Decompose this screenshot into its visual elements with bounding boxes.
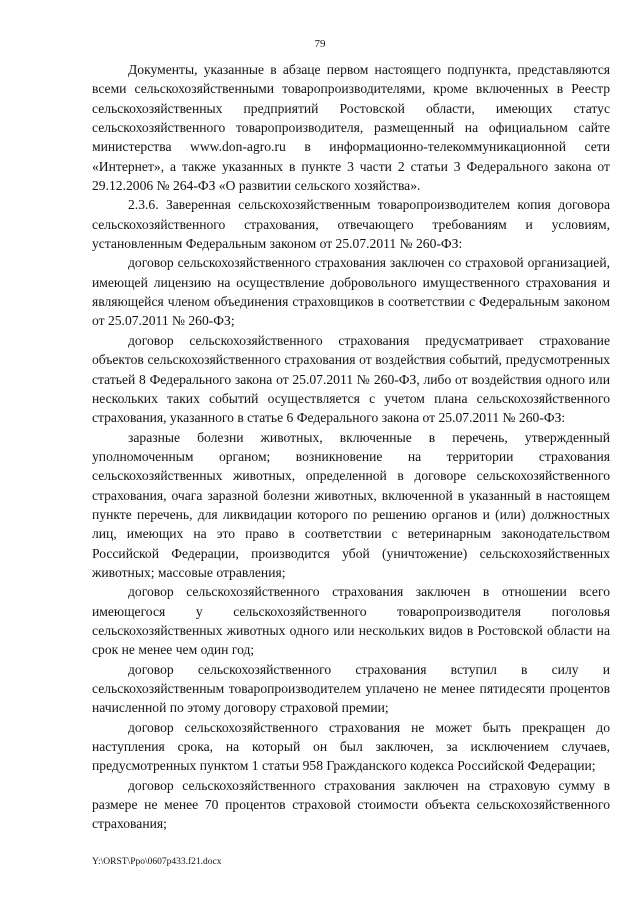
- document-body: [92, 60, 610, 834]
- paragraph-premium-paid: договор сельскохозяйственного страхования вступил в силу и сельскохозяйственным товаропроизводителем уплачено не менее пятидесяти процентов начисленной по этому договору страховой премии;: [92, 661, 610, 716]
- paragraph-documents-submission: Документы, указанные в абзаце первом настоящего подпункта, представляются всеми сельскохозяйственными товаропроизводителями, кроме включенных в Реестр сельскохозяйственных предприятий Ростовской области, имеющих статус сельскохозяйственного товаропроизводителя, размещенный на официальном сайте министерства www.don-agro.ru в информационно-телекоммуникационной сети «Интернет», а также указанных в пункте 3 части 2 статьи 3 Федерального закона от 29.12.2006 № 264-ФЗ «О развитии сельского хозяйства».: [92, 62, 610, 194]
- paragraph-termination: договор сельскохозяйственного страхования не может быть прекращен до наступления срока, на который он был заключен, за исключением случаев, предусмотренных пунктом 1 статьи 958 Гражданского кодекса Российской Федерации;: [92, 719, 610, 774]
- paragraph-clause-2-3-6: 2.3.6. Заверенная сельскохозяйственным товаропроизводителем копия договора сельскохозяйственного страхования, отвечающего требованиям и условиям, установленным Федеральным законом от 25.07.2011 № 260-ФЗ:: [92, 197, 610, 252]
- paragraph-insured-events: договор сельскохозяйственного страхования предусматривает страхование объектов сельскохозяйственного страхования от воздействия событий, предусмотренных статьей 8 Федерального закона от 25.07.2011 № 260-ФЗ, либо от воздействия одного или нескольких таких событий осуществляется с учетом плана сельскохозяйственного страхования, указанного в статье 6 Федерального закона от 25.07.2011 № 260-ФЗ:: [92, 332, 610, 426]
- paragraph-animal-diseases: заразные болезни животных, включенные в перечень, утвержденный уполномоченным органом; возникновение на территории страхования сельскохозяйственных животных, определенной в договоре сельскохозяйственного страхования, очага заразной болезни животных, включенной в указанный в настоящем пункте перечень, для ликвидации которого по решению органов и (или) должностных лиц, имеющих на это право в соответствии с ветеринарным законодательством Российской Федерации, производится убой (уничтожение) сельскохозяйственных животных; массовые отравления;: [92, 429, 610, 580]
- footer-file-path: Y:\ORST\Ppo\0607p433.f21.docx: [92, 857, 222, 867]
- paragraph-sum-insured: договор сельскохозяйственного страхования заключен на страховую сумму в размере не менее 70 процентов страховой стоимости объекта сельскохозяйственного страхования;: [92, 777, 610, 832]
- page-number: 79: [314, 38, 326, 50]
- paragraph-insurer-license: договор сельскохозяйственного страхования заключен со страховой организацией, имеющей лицензию на осуществление добровольного имущественного страхования и являющейся членом объединения страховщиков в соответствии с Федеральным законом от 25.07.2011 № 260-ФЗ;: [92, 255, 610, 329]
- paragraph-livestock-coverage: договор сельскохозяйственного страхования заключен в отношении всего имеющегося у сельскохозяйственного товаропроизводителя поголовья сельскохозяйственных животных одного или нескольких видов в Ростовской области на срок не менее чем один год;: [92, 584, 610, 658]
